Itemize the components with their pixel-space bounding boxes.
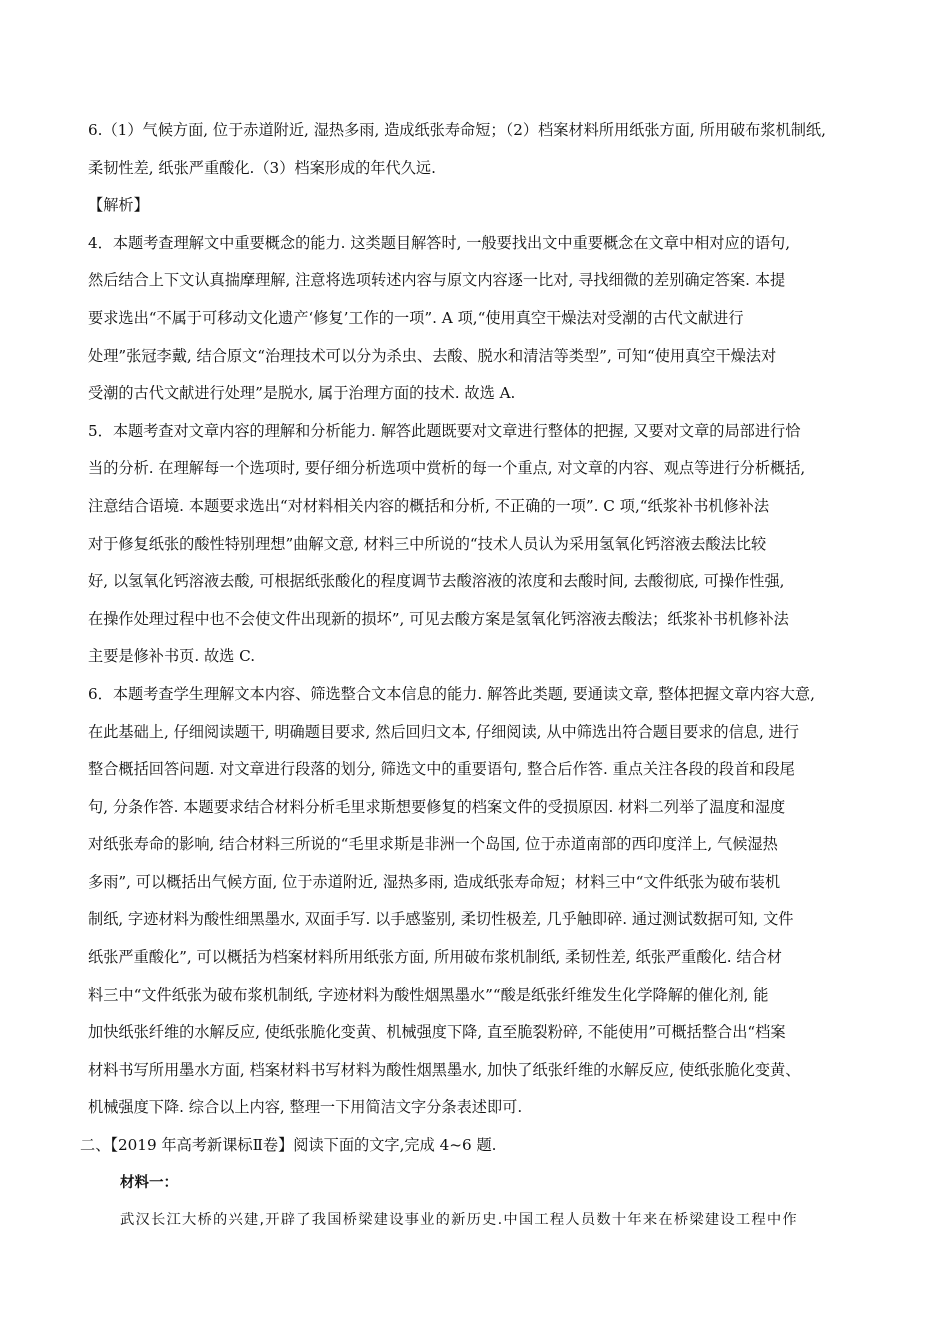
analysis-6-line-5: 对纸张寿命的影响, 结合材料三所说的“毛里求斯是非洲一个岛国, 位于赤道南部的西印度洋上, 气候湿热 xyxy=(88,835,778,854)
analysis-4-line-5: 受潮的古代文献进行处理”是脱水, 属于治理方面的技术. 故选 A. xyxy=(88,384,516,403)
analysis-6-line-9: 料三中“文件纸张为破布浆机制纸, 字迹材料为酸性烟黑墨水”“酸是纸张纤维发生化学降解的催化剂, 能 xyxy=(88,985,769,1004)
section-heading: 二、【2019 年高考新课标Ⅱ卷】阅读下面的文字,完成 4~6 题. xyxy=(80,1136,497,1155)
analysis-5-line-5: 好, 以氢氧化钙溶液去酸, 可根据纸张酸化的程度调节去酸溶液的浓度和去酸时间, 去酸彻底, 可操作性强, xyxy=(88,572,785,591)
analysis-6-line-1: 6．本题考查学生理解文本内容、筛选整合文本信息的能力. 解答此类题, 要通读文章, 整体把握文章内容大意, xyxy=(88,684,815,703)
answer-6-line-2: 柔韧性差, 纸张严重酸化.（3）档案形成的年代久远. xyxy=(88,158,436,177)
analysis-5-line-4: 对于修复纸张的酸性特别理想”曲解文意, 材料三中所说的“技术人员认为采用氢氧化钙溶液去酸法比较 xyxy=(88,534,767,553)
analysis-5-line-7: 主要是修补书页. 故选 C. xyxy=(88,647,256,666)
analysis-5-line-2: 当的分析. 在理解每一个选项时, 要仔细分析选项中赏析的每一个重点, 对文章的内容、观点等进行分析概括, xyxy=(88,459,806,478)
analysis-5-line-3: 注意结合语境. 本题要求选出“对材料相关内容的概括和分析, 不正确的一项”. C 项,“纸浆补书机修补法 xyxy=(88,496,770,515)
analysis-6-line-4: 句, 分条作答. 本题要求结合材料分析毛里求斯想要修复的档案文件的受损原因. 材料二列举了温度和湿度 xyxy=(88,797,786,816)
analysis-6-line-7: 制纸, 字迹材料为酸性细黑墨水, 双面手写. 以手感鉴别, 柔切性极差, 几乎触即碎. 通过测试数据可知, 文件 xyxy=(88,910,794,929)
analysis-4-line-2: 然后结合上下文认真揣摩理解, 注意将选项转述内容与原文内容逐一比对, 寻找细微的差别确定答案. 本提 xyxy=(88,271,786,290)
analysis-5-line-1: 5．本题考查对文章内容的理解和分析能力. 解答此题既要对文章进行整体的把握, 又要对文章的局部进行恰 xyxy=(88,421,801,440)
analysis-heading: 【解析】 xyxy=(88,196,149,215)
analysis-5-line-6: 在操作处理过程中也不会使文件出现新的损坏”, 可见去酸方案是氢氧化钙溶液去酸法；纸浆补书机修补法 xyxy=(88,609,789,628)
material-one-title: 材料一： xyxy=(120,1174,178,1191)
analysis-6-line-3: 整合概括回答问题. 对文章进行段落的划分, 筛选文中的重要语句, 整合后作答. 重点关注各段的段首和段尾 xyxy=(88,760,795,779)
analysis-4-line-4: 处理”张冠李戴, 结合原文“治理技术可以分为杀虫、去酸、脱水和清洁等类型”, 可知“使用真空干燥法对 xyxy=(88,346,777,365)
analysis-6-line-12: 机械强度下降. 综合以上内容, 整理一下用简洁文字分条表述即可. xyxy=(88,1098,523,1117)
analysis-4-line-1: 4．本题考查理解文中重要概念的能力. 这类题目解答时, 一般要找出文中重要概念在文章中相对应的语句, xyxy=(88,233,791,252)
analysis-6-line-6: 多雨”, 可以概括出气候方面, 位于赤道附近, 湿热多雨, 造成纸张寿命短；材料三中“文件纸张为破布装机 xyxy=(88,872,781,891)
analysis-6-line-8: 纸张严重酸化”, 可以概括为档案材料所用纸张方面, 所用破布浆机制纸, 柔韧性差, 纸张严重酸化. 结合材 xyxy=(88,948,782,967)
material-one-text: 武汉长江大桥的兴建,开辟了我国桥梁建设事业的新历史.中国工程人员数十年来在桥梁建设工程中作 xyxy=(120,1212,798,1229)
analysis-6-line-10: 加快纸张纤维的水解反应, 使纸张脆化变黄、机械强度下降, 直至脆裂粉碎, 不能使用”可概括整合出“档案 xyxy=(88,1023,786,1042)
analysis-4-line-3: 要求选出“不属于可移动文化遗产‘修复’工作的一项”. A 项,“使用真空干燥法对受潮的古代文献进行 xyxy=(88,308,744,327)
analysis-6-line-2: 在此基础上, 仔细阅读题干, 明确题目要求, 然后回归文本, 仔细阅读, 从中筛选出符合题目要求的信息, 进行 xyxy=(88,722,799,741)
answer-6-line-1: 6.（1）气候方面, 位于赤道附近, 湿热多雨, 造成纸张寿命短；（2）档案材料所用纸张方面, 所用破布浆机制纸, xyxy=(88,121,826,139)
analysis-6-line-11: 材料书写所用墨水方面, 档案材料书写材料为酸性烟黑墨水, 加快了纸张纤维的水解反应, 使纸张脆化变黄、 xyxy=(88,1060,801,1079)
document-body xyxy=(80,112,878,1240)
